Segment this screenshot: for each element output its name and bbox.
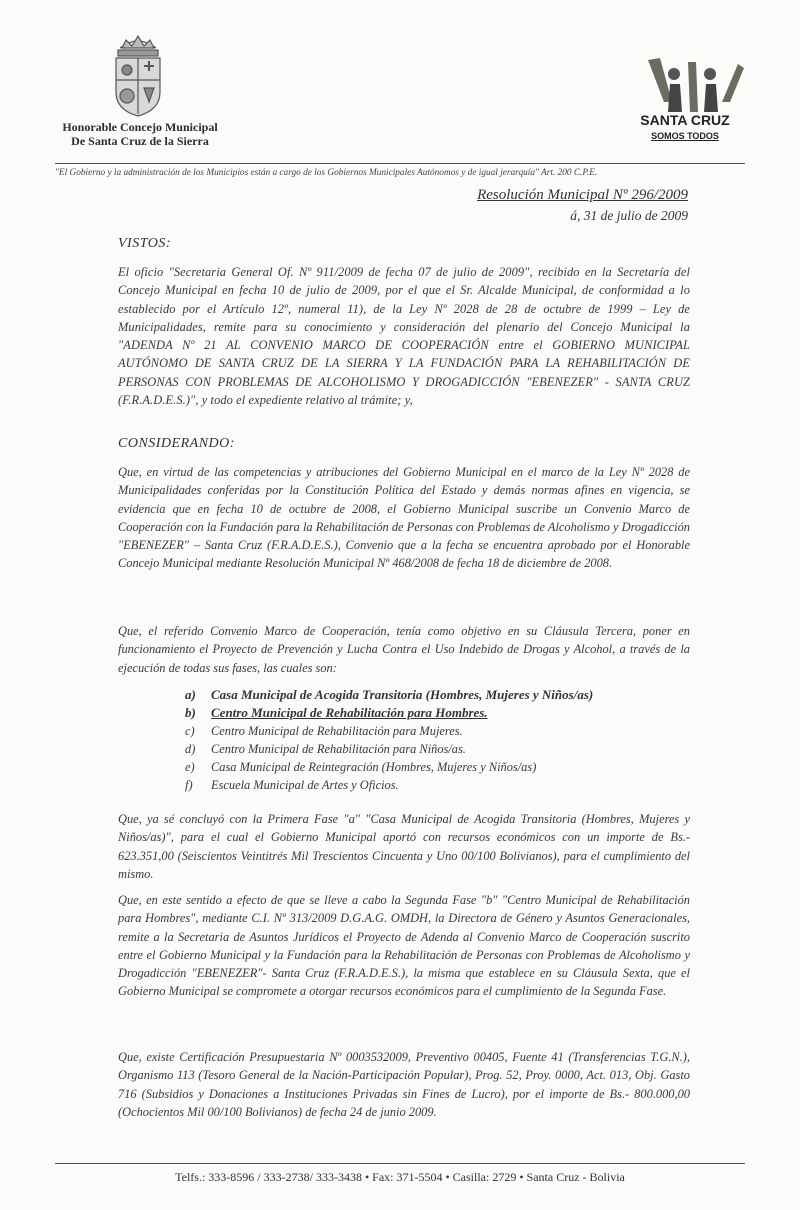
- vistos-paragraph: El oficio "Secretaria General Of. Nº 911/2009 de fecha 07 de julio de 2009", recibido en la Secretaría del Concejo Municipal en fecha 10 de julio de 2009, por el que el Sr. Alcalde Municipal, de conformidad a lo establecido por el Artículo 12º, numeral 11), de la Ley Nº 2028 de 28 de octubre de 1999 – Ley de Municipalidades, remite para su conocimiento y consideración del plenario del Concejo Municipal la "ADENDA Nº 21 AL CONVENIO MARCO DE COOPERACIÓN entre el GOBIERNO MUNICIPAL AUTÓNOMO DE SANTA CRUZ DE LA SIERRA Y LA FUNDACIÓN PARA LA REHABILITACIÓN DE PERSONAS CON PROBLEMAS DE ALCOHOLISMO Y DROGADICCIÓN "EBENEZER" - SANTA CRUZ (F.R.A.D.E.S.)", y todo el expediente relativo al trámite; y,: [118, 265, 690, 408]
- list-item: [185, 758, 705, 776]
- santa-cruz-logo-title: SANTA CRUZ: [640, 112, 730, 128]
- considerando-paragraph-5: Que, existe Certificación Presupuestaria Nº 0003532009, Preventivo 00405, Fuente 41 (Transferencias T.G.N.), Organismo 113 (Tesoro General de la Nación-Participación Popular), Prog. 52, Proy. 0000, Act. 013, Obj. Gasto 716 (Subsidios y Donaciones a Instituciones Privadas sin Fines de Lucro), por el importe de Bs.- 800.000,00 (Ochocientos Mil 00/100 Bolivianos) de fecha 24 de junio 2009.: [118, 1050, 690, 1119]
- considerando-paragraph-1: Que, en virtud de las competencias y atribuciones del Gobierno Municipal en el marco de la Ley Nº 2028 de Municipalidades conferidas por la Constitución Política del Estado y demás normas afines en vigencia, se evidencia que en fecha 10 de octubre de 2008, el Gobierno Municipal suscribe un Convenio Marco de Cooperación con la Fundación para la Rehabilitación de Personas con Problemas de Alcoholismo y Drogadicción "EBENEZER" – Santa Cruz (F.R.A.D.E.S.), Convenio que a la fecha se encuentra aprobado por el Honorable Concejo Municipal mediante Resolución Municipal Nº 468/2008 de fecha 18 de diciembre de 2008.: [118, 465, 690, 571]
- phases-list: [185, 686, 705, 794]
- considerando-paragraph-3: Que, ya sé concluyó con la Primera Fase "a" "Casa Municipal de Acogida Transitoria (Hombres, Mujeres y Niños/as)", para el cual el Gobierno Municipal aportó con recursos económicos con un importe de Bs.- 623.351,00 (Seiscientos Veintitrés Mil Trescientos Cincuenta y Uno 00/100 Bolivianos), para el cumplimiento del mismo.: [118, 812, 690, 881]
- footer-contact: Telfs.: 333-8596 / 333-2738/ 333-3438 • Fax: 371-5504 • Casilla: 2729 • Santa Cruz - Bolivia: [175, 1170, 625, 1184]
- council-line-2: De Santa Cruz de la Sierra: [71, 134, 209, 148]
- considerando-paragraph-2: Que, el referido Convenio Marco de Cooperación, tenía como objetivo en su Cláusula Tercera, poner en funcionamiento el Proyecto de Prevención y Lucha Contra el Uso Indebido de Drogas y Alcohol, a través de la ejecución de todas sus fases, las cuales son:: [118, 624, 690, 675]
- list-text: Casa Municipal de Reintegración (Hombres, Mujeres y Niños/as): [211, 760, 537, 774]
- santa-cruz-logo-subtitle: SOMOS TODOS: [651, 131, 719, 141]
- municipal-crest-icon: [108, 30, 168, 118]
- list-text: Centro Municipal de Rehabilitación para Hombres.: [211, 705, 488, 720]
- considerando-paragraph-4: Que, en este sentido a efecto de que se lleve a cabo la Segunda Fase "b" "Centro Municipal de Rehabilitación para Hombres", mediante C.I. Nº 313/2009 D.G.A.G. OMDH, la Directora de Género y Asuntos Generacionales, remite a la Secretaria de Asuntos Jurídicos el Proyecto de Adenda al Convenio Marco de Cooperación suscrito entre el Gobierno Municipal y la Fundación para la Rehabilitación de Personas con Problemas de Alcoholismo y Drogadicción "EBENEZER"- Santa Cruz (F.R.A.D.E.S.), la misma que establece en su Cláusula Sexta, que el Gobierno Municipal se compromete a otorgar recursos económicos para el cumplimiento de la Segunda Fase.: [118, 893, 690, 999]
- council-line-1: Honorable Concejo Municipal: [62, 120, 218, 134]
- list-text: Casa Municipal de Acogida Transitoria (Hombres, Mujeres y Niños/as): [211, 687, 594, 702]
- list-item: [185, 722, 705, 740]
- list-item: [185, 704, 705, 722]
- list-marker: f): [185, 778, 193, 792]
- footer-divider: [55, 1163, 745, 1164]
- list-item: [185, 776, 705, 794]
- constitution-quote: "El Gobierno y la administración de los Municipios están a cargo de los Gobiernos Municipales Autónomos y de igual jerarquía" Art. 200 C.P.E.: [55, 168, 598, 178]
- list-marker: b): [185, 705, 196, 720]
- list-marker: d): [185, 742, 196, 756]
- list-text: Centro Municipal de Rehabilitación para Mujeres.: [211, 724, 463, 738]
- list-item: [185, 740, 705, 758]
- list-marker: c): [185, 724, 195, 738]
- council-name: [40, 120, 240, 148]
- header-divider: [55, 163, 745, 164]
- list-marker: a): [185, 687, 196, 702]
- list-marker: e): [185, 760, 195, 774]
- list-item: [185, 686, 705, 704]
- resolution-title: Resolución Municipal Nº 296/2009: [477, 187, 688, 203]
- list-text: Centro Municipal de Rehabilitación para Niños/as.: [211, 742, 466, 756]
- list-text: Escuela Municipal de Artes y Oficios.: [211, 778, 399, 792]
- considerando-heading: CONSIDERANDO:: [118, 436, 235, 451]
- resolution-date: á, 31 de julio de 2009: [570, 208, 688, 223]
- vistos-heading: VISTOS:: [118, 236, 172, 251]
